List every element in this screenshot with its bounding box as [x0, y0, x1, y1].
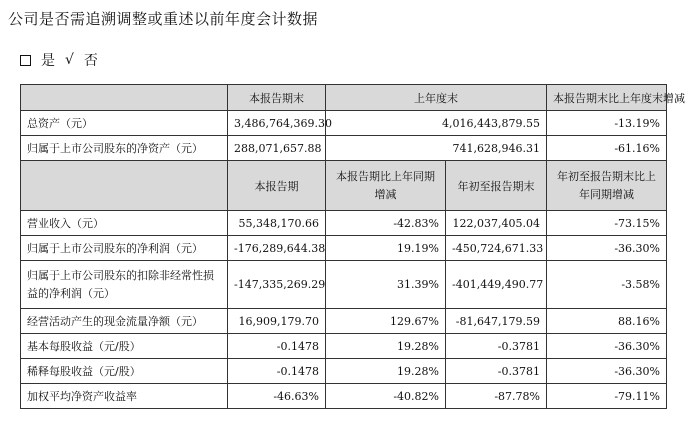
check-mark-icon: √: [65, 52, 74, 68]
cell-prev-year-end: 4,016,443,879.55: [326, 111, 547, 136]
table1-header-row: [21, 85, 667, 111]
row-label: 加权平均净资产收益率: [21, 384, 228, 409]
cell-period-change: -42.83%: [326, 211, 446, 236]
table-row: [21, 384, 667, 409]
page-title: 公司是否需追溯调整或重述以前年度会计数据: [8, 10, 319, 28]
cell-period-change: 19.28%: [326, 334, 446, 359]
cell-prev-year-end: 741,628,946.31: [326, 136, 547, 161]
table1-header-prev-year-end: 上年度末: [326, 85, 547, 111]
cell-period-end: 3,486,764,369.30: [228, 111, 326, 136]
cell-ytd-change: -73.15%: [547, 211, 667, 236]
cell-ytd: -0.3781: [446, 359, 547, 384]
table2-header-row: [21, 161, 667, 211]
cell-period-end: 288,071,657.88: [228, 136, 326, 161]
cell-ytd: -450,724,671.33: [446, 236, 547, 261]
cell-period: 16,909,179.70: [228, 309, 326, 334]
cell-ytd-change: -36.30%: [547, 359, 667, 384]
table-row: [21, 111, 667, 136]
cell-period-change: 19.28%: [326, 359, 446, 384]
cell-period-change: 19.19%: [326, 236, 446, 261]
table-row: [21, 359, 667, 384]
table1-header-change: 本报告期末比上年度末增减: [547, 85, 667, 111]
choice-yes-label: 是: [41, 53, 55, 69]
cell-ytd: -0.3781: [446, 334, 547, 359]
cell-period: -176,289,644.38: [228, 236, 326, 261]
row-label: 基本每股收益（元/股）: [21, 334, 228, 359]
table1-header-blank: [21, 85, 228, 111]
table-row: [21, 261, 667, 309]
table1-header-period-end: 本报告期末: [228, 85, 326, 111]
table-row: [21, 309, 667, 334]
cell-ytd-change: -3.58%: [547, 261, 667, 309]
row-label: 总资产（元）: [21, 111, 228, 136]
row-label: 稀释每股收益（元/股）: [21, 359, 228, 384]
row-label: 归属于上市公司股东的净利润（元）: [21, 236, 228, 261]
cell-period: -0.1478: [228, 334, 326, 359]
checkbox-icon: [20, 55, 31, 66]
cell-change: -13.19%: [547, 111, 667, 136]
table2-header-period-change: 本报告期比上年同期增减: [326, 161, 446, 211]
restatement-choice: [20, 50, 98, 70]
cell-period: -0.1478: [228, 359, 326, 384]
cell-ytd: -401,449,490.77: [446, 261, 547, 309]
table-row: [21, 136, 667, 161]
cell-period-change: 129.67%: [326, 309, 446, 334]
cell-ytd: -87.78%: [446, 384, 547, 409]
choice-no-label: 否: [83, 53, 98, 69]
table-row: [21, 334, 667, 359]
cell-period: -147,335,269.29: [228, 261, 326, 309]
row-label: 归属于上市公司股东的扣除非经常性损益的净利润（元）: [21, 261, 228, 309]
cell-change: -61.16%: [547, 136, 667, 161]
cell-period-change: -40.82%: [326, 384, 446, 409]
row-label: 归属于上市公司股东的净资产（元）: [21, 136, 228, 161]
table2-header-ytd: 年初至报告期末: [446, 161, 547, 211]
cell-period: -46.63%: [228, 384, 326, 409]
financial-data-table: [20, 84, 685, 409]
cell-ytd: -81,647,179.59: [446, 309, 547, 334]
cell-ytd: 122,037,405.04: [446, 211, 547, 236]
row-label: 经营活动产生的现金流量净额（元）: [21, 309, 228, 334]
table-row: [21, 211, 667, 236]
table2-header-blank: [21, 161, 228, 211]
row-label: 营业收入（元）: [21, 211, 228, 236]
cell-ytd-change: -36.30%: [547, 236, 667, 261]
cell-period: 55,348,170.66: [228, 211, 326, 236]
cell-ytd-change: -36.30%: [547, 334, 667, 359]
cell-ytd-change: 88.16%: [547, 309, 667, 334]
table-row: [21, 236, 667, 261]
table2-header-ytd-change: 年初至报告期末比上年同期增减: [547, 161, 667, 211]
table2-header-period: 本报告期: [228, 161, 326, 211]
cell-ytd-change: -79.11%: [547, 384, 667, 409]
cell-period-change: 31.39%: [326, 261, 446, 309]
